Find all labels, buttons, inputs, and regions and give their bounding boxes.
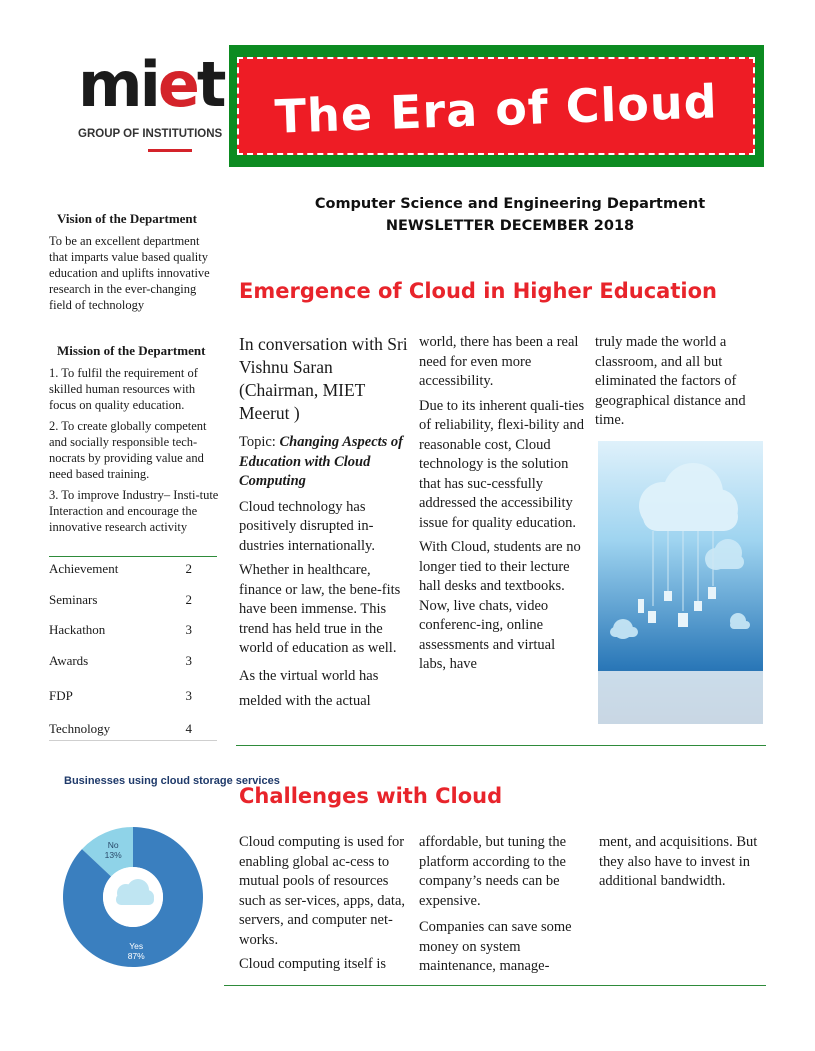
logo-subtitle: GROUP OF INSTITUTIONS (78, 128, 223, 140)
paragraph: ment, and acquisitions. But they also have to invest in additional bandwidth. (599, 834, 758, 889)
article1-column-2 (419, 333, 585, 680)
department-name: Computer Science and Engineering Department (314, 196, 706, 212)
stat-value: 4 (185, 721, 192, 736)
paragraph: Cloud technology has positively disrupted in-dustries internationally. (239, 498, 375, 554)
paragraph: Cloud computing is used for enabling global ac-cess to mutual pools of resources such as ser-vices, apps, data, servers, and computer net-works. (239, 834, 405, 948)
mission-item: 1. To fulfil the requirement of skilled human resources with focus on quality education. (49, 366, 198, 412)
newsletter-issue: NEWSLETTER DECEMBER 2018 (385, 218, 635, 234)
paragraph: truly made the world a classroom, and all but eliminated the factors of geographical distance and time. (595, 334, 746, 428)
paragraph: With Cloud, students are no longer tied to their lecture hall desks and textbooks. Now, live chats, video conferenc-ing, online assessments and virtual labs, have (419, 539, 581, 672)
stat-label: FDP (49, 688, 73, 703)
topic-title: Changing Aspects of Education with Cloud Computing (239, 434, 404, 489)
stat-label: Hackathon (49, 622, 106, 637)
stat-row (49, 679, 217, 712)
department-header (240, 193, 780, 237)
article2-column-3 (599, 833, 765, 897)
article2-column-1 (239, 833, 409, 980)
chart-title: Businesses using cloud storage services (64, 775, 280, 787)
newsletter-title: The Era of Cloud (273, 74, 719, 144)
paragraph: Companies can save some money on system maintenance, manage- (419, 919, 572, 974)
article1-column-1 (239, 333, 409, 719)
article1-heading: Emergence of Cloud in Higher Education (239, 279, 717, 303)
mission-item: 2. To create globally competent and socially responsible tech-nocrats by providing value and need based training. (49, 419, 207, 481)
paragraph: Due to its inherent quali-ties of reliability, flexi-bility and reasonable cost, Cloud technology is the solution that has suc-cessfully addressed the accessibility issue for quality education. (419, 397, 585, 531)
slice-category-label: No (107, 840, 119, 851)
paragraph: Whether in healthcare, finance or law, the bene-fits have been immense. This trend has held true in the world of education as well. (239, 562, 401, 656)
paragraph: Cloud computing itself is (239, 956, 387, 972)
vision-text: To be an excellent department that imparts value based quality education and uplifts innovative research in the ever-changing field of technology (49, 234, 210, 312)
slice-percent-label: 13% (104, 850, 122, 861)
cloud-computing-image (598, 441, 763, 724)
sidebar-divider (49, 740, 217, 741)
topic-line (239, 433, 409, 492)
stat-label: Seminars (49, 591, 98, 607)
topic-label: Topic: (239, 434, 280, 450)
title-banner (229, 45, 764, 167)
mission-item: 3. To improve Industry– Insti-tute Interaction and encourage the innovative research activity (49, 488, 219, 534)
stat-value: 2 (185, 591, 192, 607)
cloud-storage-donut-chart (58, 800, 208, 984)
miet-logo (78, 48, 224, 154)
stat-label: Technology (49, 721, 111, 736)
stat-row (49, 649, 217, 680)
stat-row (49, 588, 217, 619)
article2-heading: Challenges with Cloud (239, 784, 503, 808)
paragraph: affordable, but tuning the platform according to the company’s needs can be expensive. (419, 834, 567, 909)
logo-underline (148, 149, 192, 152)
interview-intro: In conversation with Sri Vishnu Saran (Chairman, MIET Meerut ) (239, 334, 408, 423)
bottom-divider (224, 985, 766, 986)
cloud-illustration (598, 441, 763, 724)
stat-value: 2 (185, 561, 192, 576)
stats-table (49, 556, 217, 743)
article1-column-3 (595, 333, 767, 436)
paragraph: As the virtual world has melded with the actual (239, 667, 379, 709)
stat-label: Achievement (49, 561, 119, 576)
stat-value: 3 (185, 622, 192, 637)
mission-heading: Mission of the Department (57, 343, 206, 358)
logo-wordmark: miet (78, 48, 224, 121)
slice-category-label: Yes (129, 940, 144, 951)
stat-value: 3 (185, 652, 192, 668)
banner-red-panel (237, 57, 755, 155)
mission-list (49, 365, 219, 535)
vision-heading: Vision of the Department (57, 211, 197, 226)
slice-percent-label: 87% (127, 950, 145, 961)
paragraph: world, there has been a real need for even more accessibility. (419, 334, 579, 389)
article-divider (236, 745, 766, 746)
article2-column-2 (419, 833, 587, 982)
stat-row (49, 618, 217, 649)
stat-row (49, 557, 217, 588)
stat-value: 3 (185, 688, 192, 703)
stat-label: Awards (49, 652, 89, 668)
stat-row (49, 712, 217, 743)
